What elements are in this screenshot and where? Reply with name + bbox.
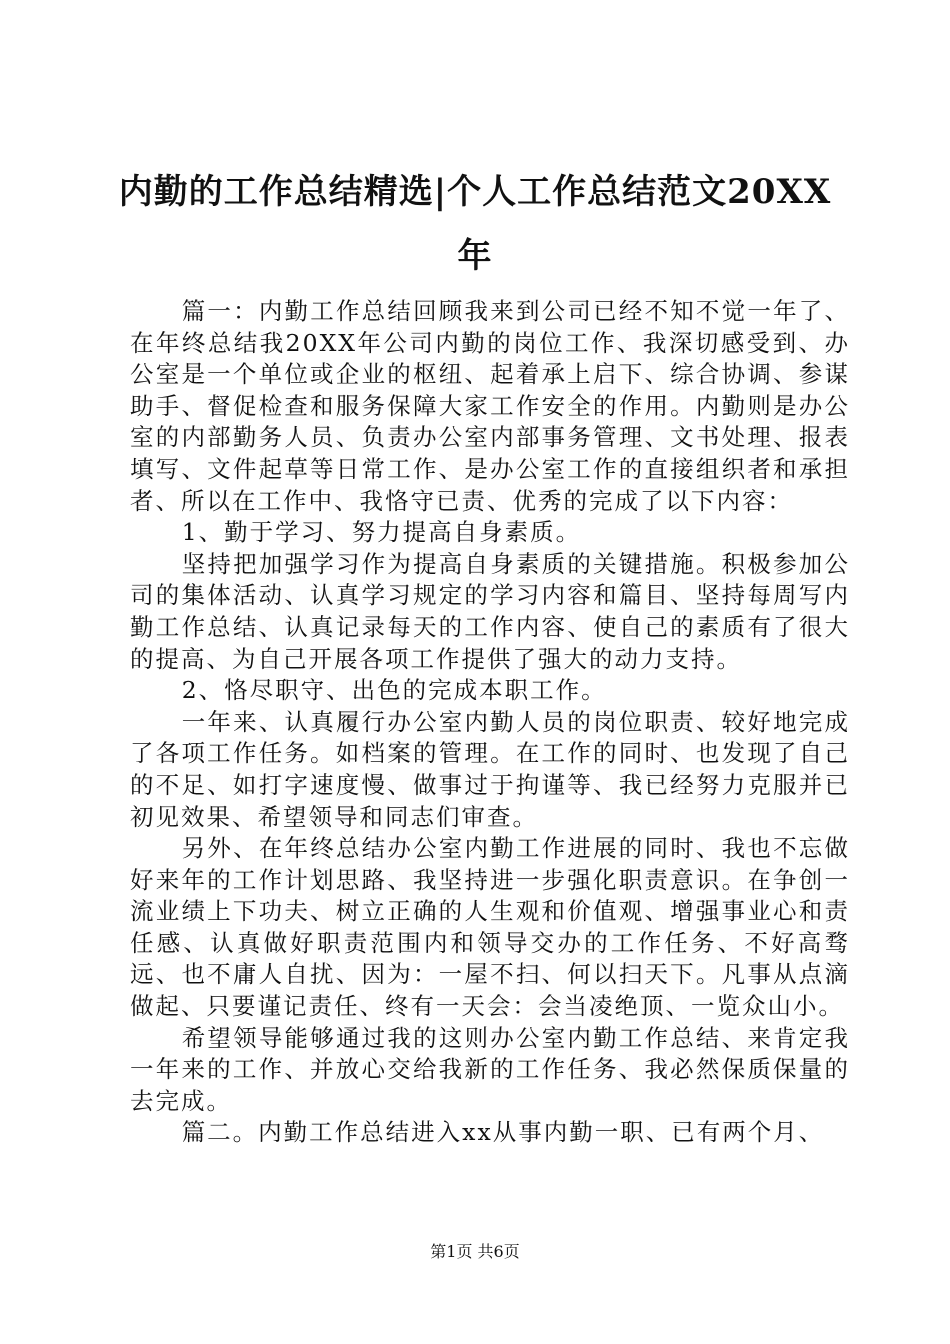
paragraph: 2、恪尽职守、出色的完成本职工作。 xyxy=(181,676,607,705)
paragraph: 坚持把加强学习作为提高自身素质的关键措施。积极参加公司的集体活动、认真学习规定的学习内容和篇目、坚持每周写内勤工作总结、认真记录每天的工作内容、使自己的素质有了很大的提高、为自己开展各项工作提供了强大的动力支持。 xyxy=(130,549,850,673)
page-footer: 第1页 共6页 xyxy=(430,1242,520,1261)
paragraph: 希望领导能够通过我的这则办公室内勤工作总结、来肯定我一年来的工作、并放心交给我新的工作任务、我必然保质保量的去完成。 xyxy=(130,1023,850,1115)
paragraph: 篇二。内勤工作总结进入xx从事内勤一职、已有两个月、 xyxy=(181,1118,825,1147)
document-body xyxy=(130,296,850,1149)
paragraph: 1、勤于学习、努力提高自身素质。 xyxy=(181,518,582,547)
document-title: 内勤的工作总结精选|个人工作总结范文20XX年 xyxy=(118,172,832,276)
paragraph: 篇一：内勤工作总结回顾我来到公司已经不知不觉一年了、在年终总结我20XX年公司内勤的岗位工作、我深切感受到、办公室是一个单位或企业的枢纽、起着承上启下、综合协调、参谋助手、督促检查和服务保障大家工作安全的作用。内勤则是办公室的内部勤务人员、负责办公室内部事务管理、文书处理、报表填写、文件起草等日常工作、是办公室工作的直接组织者和承担者、所以在工作中、我恪守已责、优秀的完成了以下内容： xyxy=(130,297,850,515)
paragraph: 另外、在年终总结办公室内勤工作进展的同时、我也不忘做好来年的工作计划思路、我坚持进一步强化职责意识。在争创一流业绩上下功夫、树立正确的人生观和价值观、增强事业心和责任感、认真做好职责范围内和领导交办的工作任务、不好高骛远、也不庸人自扰、因为：一屋不扫、何以扫天下。凡事从点滴做起、只要谨记责任、终有一天会：会当凌绝顶、一览众山小。 xyxy=(130,834,850,1021)
paragraph: 一年来、认真履行办公室内勤人员的岗位职责、较好地完成了各项工作任务。如档案的管理。在工作的同时、也发现了自己的不足、如打字速度慢、做事过于拘谨等、我已经努力克服并已初见效果、希望领导和同志们审查。 xyxy=(130,707,850,831)
